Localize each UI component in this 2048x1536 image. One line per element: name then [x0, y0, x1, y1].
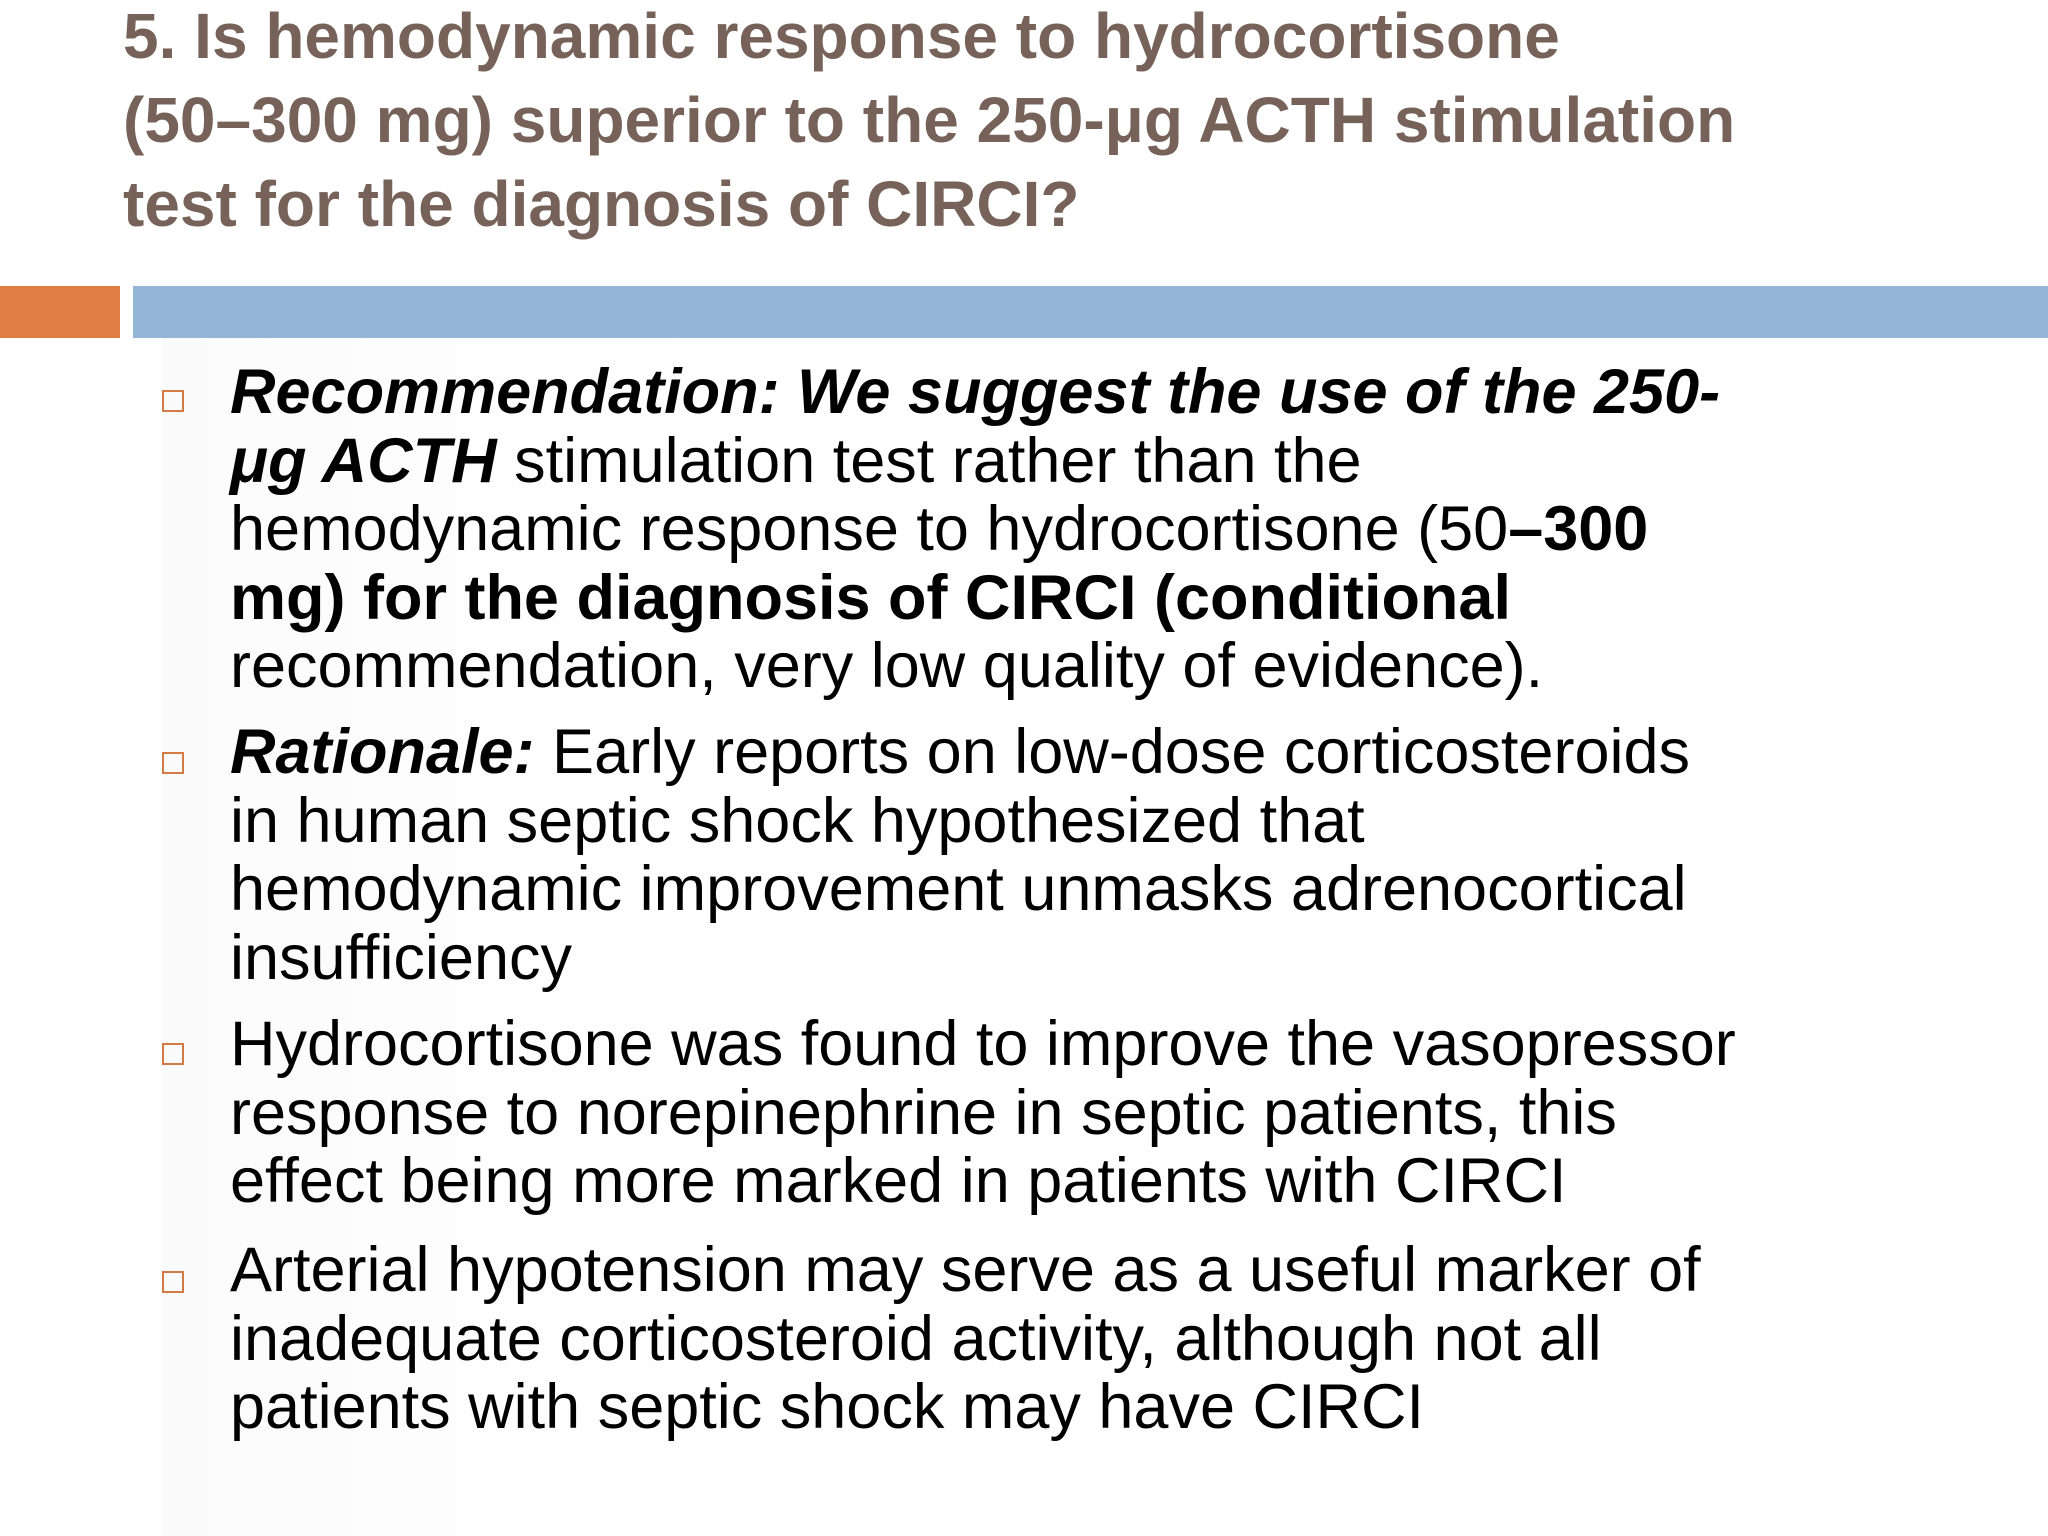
bullet-text-segment: hemodynamic improvement unmasks adrenocortical — [230, 854, 1687, 924]
bullet-text-segment: in human septic shock hypothesized that — [230, 785, 1365, 856]
bullet-text-segment: hemodynamic response to hydrocortisone (50 — [230, 494, 1509, 564]
bullet-text — [230, 358, 2000, 701]
bullet-text-segment: Hydrocortisone was found to improve the vasopressor — [230, 1009, 1736, 1079]
square-bullet-icon — [162, 390, 184, 412]
bullet-text-line — [230, 1305, 2000, 1374]
bullet-text — [230, 718, 2000, 992]
bullet-text-segment: patients with septic shock may have CIRCI — [230, 1372, 1424, 1442]
square-bullet-icon — [162, 1271, 184, 1293]
bullet-text-line — [230, 495, 2000, 564]
bullet-text-line — [230, 358, 2000, 427]
bullet-text-line — [230, 427, 2000, 496]
bullet-text-segment: insufficiency — [230, 922, 573, 993]
bullet-text-segment: stimulation test rather than the — [496, 425, 1362, 496]
bullet-text — [230, 1236, 2000, 1442]
bullet-text-line — [230, 1010, 2000, 1079]
bullet-text-segment: Arterial hypotension may serve as a useful marker of — [230, 1235, 1701, 1305]
bullet-text-line — [230, 632, 2000, 701]
bullet-text-segment: Early reports on low-dose corticosteroids — [534, 717, 1691, 787]
bullet-text-segment: μg ACTH — [230, 425, 497, 496]
bullet-text-segment: Rationale: — [230, 717, 535, 787]
bullet-text-line — [230, 1373, 2000, 1442]
bullet-text-line — [230, 855, 2000, 924]
slide-title-line: test for the diagnosis of CIRCI? — [123, 168, 1080, 240]
square-bullet-icon — [162, 1043, 184, 1065]
square-bullet-icon — [162, 752, 184, 774]
bullet-text-segment: mg) for the diagnosis of CIRCI (conditional — [230, 562, 1511, 633]
bullet-text-line — [230, 718, 2000, 787]
bullet-text-line — [230, 1147, 2000, 1216]
bullet-text-segment: response to norepinephrine in septic patients, this — [230, 1077, 1617, 1148]
bullet-text-segment: inadequate corticosteroid activity, although not all — [230, 1303, 1602, 1374]
bullet-text-segment: –300 — [1508, 494, 1649, 564]
slide-title-line: 5. Is hemodynamic response to hydrocortisone — [123, 0, 1560, 72]
bullet-text-segment: effect being more marked in patients with CIRCI — [230, 1146, 1567, 1216]
bullet-text-line — [230, 564, 2000, 633]
bullet-text-segment: recommendation, very low quality of evidence). — [230, 631, 1544, 701]
bullet-text-line — [230, 1236, 2000, 1305]
bullet-text — [230, 1010, 2000, 1216]
bullet-text-line — [230, 787, 2000, 856]
bullet-text-segment: Recommendation: We suggest the use of the 250- — [230, 357, 1721, 427]
bullet-text-line — [230, 924, 2000, 993]
bullet-text-line — [230, 1079, 2000, 1148]
slide-title-line: (50–300 mg) superior to the 250-μg ACTH stimulation — [123, 84, 1736, 156]
